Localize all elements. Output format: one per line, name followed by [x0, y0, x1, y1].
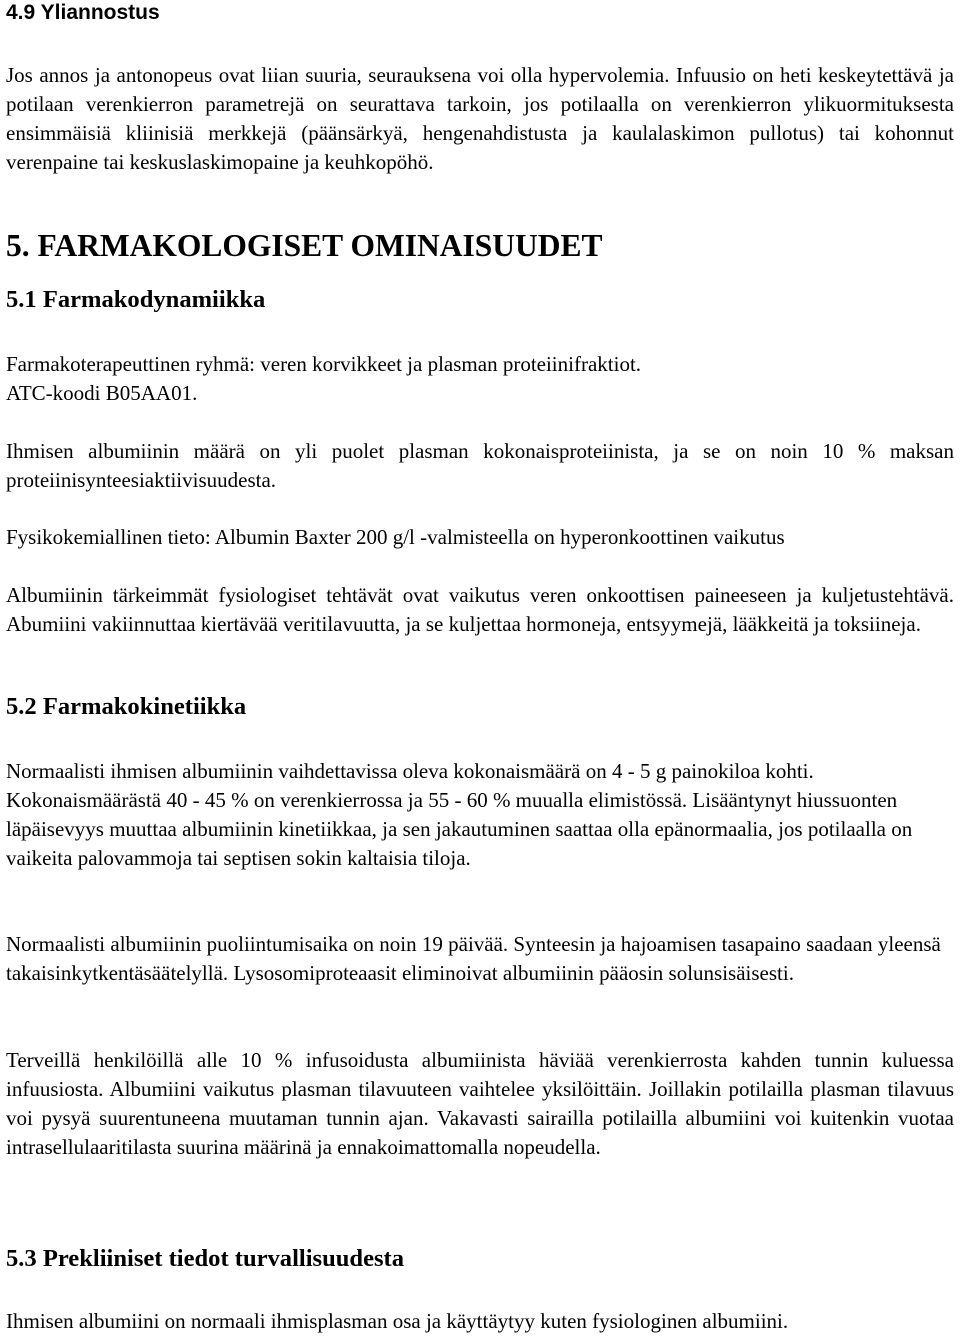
section-5-2-heading: 5.2 Farmakokinetiikka: [6, 693, 247, 720]
section-5-2-paragraph-2: Normaalisti albumiinin puoliintumisaika on noin 19 päivää. Synteesin ja hajoamisen tasapaino saadaan yleensä takaisinkytkentäsäätelyllä. Lysosomiproteaasit eliminoivat albumiinin pääosin solunsisäisesti.: [6, 932, 941, 985]
section-5-3-paragraph: Ihmisen albumiini on normaali ihmisplasman osa ja käyttäytyy kuten fysiologinen albumiini.: [6, 1309, 789, 1333]
section-5-2-paragraph-3: Terveillä henkilöillä alle 10 % infusoidusta albumiinista häviää verenkierrosta kahden tunnin kuluessa infuusiosta. Albumiini vaikutus plasman tilavuuteen vaihtelee yksilöittäin. Joillakin potilailla plasman tilavuus voi pysyä suurentuneena muutaman tunnin ajan. Vakavasti sairailla potilailla albumiini voi kuitenkin vuotaa intrasellulaaritilasta suurina määrinä ja ennakoimattomalla nopeudella.: [6, 1048, 954, 1159]
section-5-3-heading: 5.3 Prekliiniset tiedot turvallisuudesta: [6, 1245, 405, 1272]
section-5-2-paragraph-1: Normaalisti ihmisen albumiinin vaihdettavissa oleva kokonaismäärä on 4 - 5 g painokiloa kohti. Kokonaismäärästä 40 - 45 % on verenkierrossa ja 55 - 60 % muualla elimistössä. Lisääntynyt hiussuonten läpäisevyys muuttaa albumiinin kinetiikkaa, ja sen jakautuminen saattaa olla epänormaalia, jos potilaalla on vaikeita palovammoja tai septisen sokin kaltaisia tiloja.: [6, 759, 913, 870]
section-4-9-paragraph: Jos annos ja antonopeus ovat liian suuria, seurauksena voi olla hypervolemia. Infuusio on heti keskeytettävä ja potilaan verenkierron parametrejä on seurattava tarkoin, jos potilaalla on verenkierron ylikuormituksesta ensimmäisiä kliinisiä merkkejä (päänsärkyä, hengenahdistusta ja kaulalaskimon pullotus) tai kohonnut verenpaine tai keskuslaskimopaine ja keuhkopöhö.: [6, 63, 954, 174]
atc-code-text: ATC-koodi B05AA01.: [6, 381, 198, 405]
section-5-1-paragraph-3: Albumiinin tärkeimmät fysiologiset tehtävät ovat vaikutus veren onkoottisen paineeseen ja kuljetustehtävä. Abumiini vakiinnuttaa kiertävää veritilavuutta, ja se kuljettaa hormoneja, entsyymejä, lääkkeitä ja toksiineja.: [6, 583, 954, 636]
therapeutic-group-text: Farmakoterapeuttinen ryhmä: veren korvikkeet ja plasman proteiinifraktiot.: [6, 352, 642, 376]
section-5-1-paragraph-2: Fysikokemiallinen tieto: Albumin Baxter 200 g/l -valmisteella on hyperonkoottinen vaikutus: [6, 525, 785, 549]
section-5-heading: 5. FARMAKOLOGISET OMINAISUUDET: [6, 228, 603, 263]
section-4-9-heading: 4.9 Yliannostus: [6, 1, 160, 24]
section-5-1-paragraph-1: Ihmisen albumiinin määrä on yli puolet plasman kokonaisproteiinista, ja se on noin 10 % maksan proteiinisynteesiaktiivisuudesta.: [6, 439, 954, 492]
section-5-1-heading: 5.1 Farmakodynamiikka: [6, 286, 266, 313]
